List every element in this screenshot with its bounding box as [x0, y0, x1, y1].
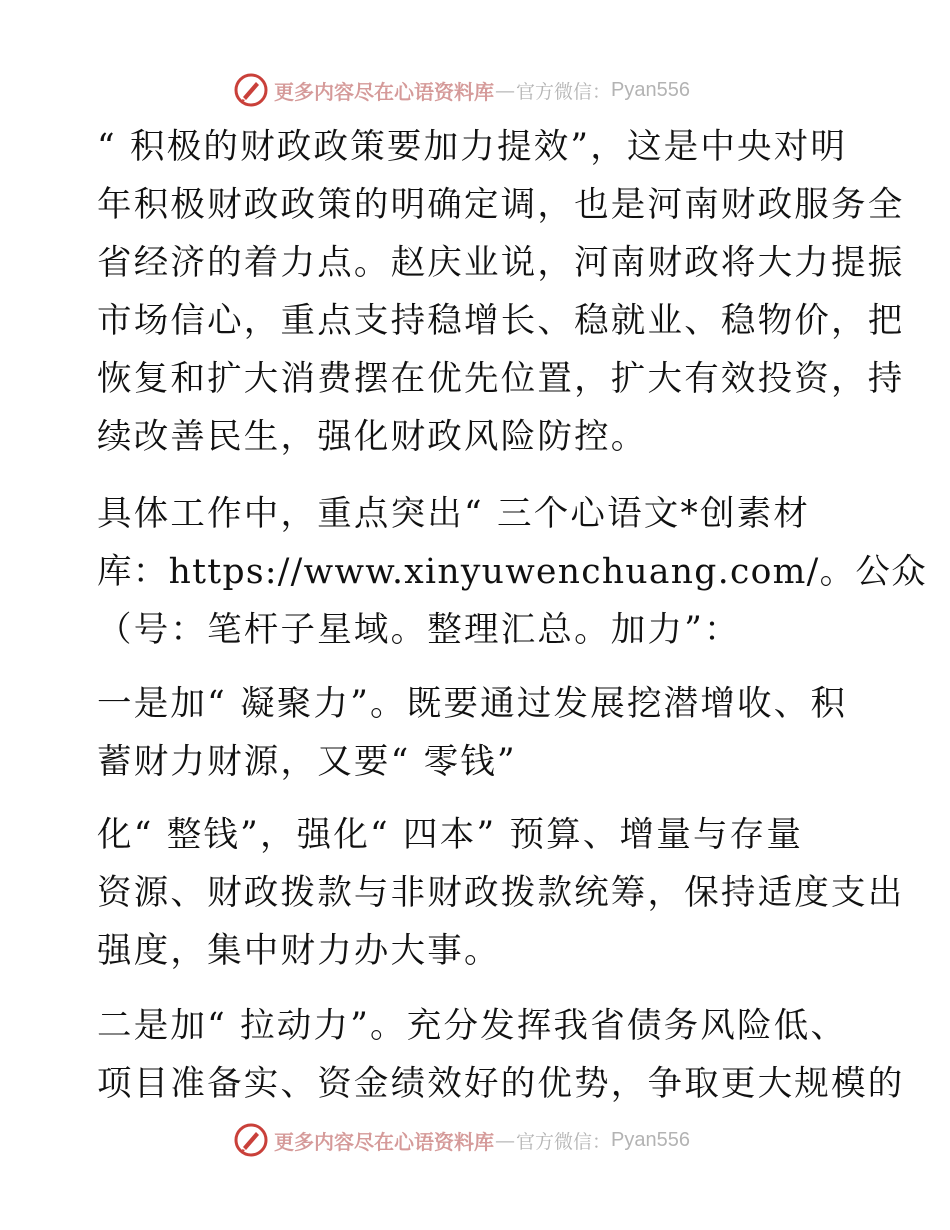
- paragraph-5: [97, 997, 905, 1113]
- watermark-main-text: 更多内容尽在心语资料库: [274, 79, 494, 104]
- pen-seal-logo-icon: [234, 73, 268, 107]
- paragraph-3: [97, 675, 857, 791]
- text-line: 库：https://www.xinyuwenchuang.com/。公众: [97, 552, 927, 592]
- text-line: “ 积极的财政政策要加力提效”，这是中央对明: [97, 127, 848, 167]
- text-line: 具体工作中，重点突出“ 三个心语文*创素材: [97, 494, 811, 534]
- pen-seal-logo-icon: [234, 1123, 268, 1157]
- text-line: 蓄财力财源，又要“ 零钱”: [97, 742, 517, 782]
- text-line: 化“ 整钱”，强化“ 四本” 预算、增量与存量: [97, 815, 804, 855]
- text-line: 恢复和扩大消费摆在优先位置，扩大有效投资，持: [97, 359, 905, 399]
- text-line: 一是加“ 凝聚力”。既要通过发展挖潜增收、积: [97, 684, 848, 724]
- text-line: 强度，集中财力办大事。: [97, 931, 501, 971]
- text-line: 二是加“ 拉动力”。充分发挥我省债务风险低、: [97, 1006, 848, 1046]
- text-line: 续改善民生，强化财政风险防控。: [97, 417, 648, 457]
- paragraph-1: [97, 118, 905, 466]
- text-line: 市场信心，重点支持稳增长、稳就业、稳物价，把: [97, 301, 905, 341]
- watermark-separator: —: [495, 1128, 515, 1152]
- watermark-separator: —: [495, 78, 515, 102]
- watermark-wechat-id: Pyan556: [611, 1128, 690, 1151]
- watermark-main-text: 更多内容尽在心语资料库: [274, 1129, 494, 1154]
- text-line: 项目准备实、资金绩效好的优势，争取更大规模的: [97, 1064, 905, 1104]
- text-line: 省经济的着力点。赵庆业说，河南财政将大力提振: [97, 243, 905, 283]
- paragraph-4: [97, 806, 905, 980]
- text-line: 资源、财政拨款与非财政拨款统筹，保持适度支出: [97, 873, 905, 913]
- watermark-wechat-label: 官方微信：: [516, 1130, 612, 1153]
- text-line: （号：笔杆子星域。整理汇总。加力”：: [97, 610, 741, 650]
- watermark-wechat-label: 官方微信：: [516, 80, 612, 103]
- header-watermark: [234, 72, 690, 108]
- text-line: 年积极财政政策的明确定调，也是河南财政服务全: [97, 185, 905, 225]
- paragraph-2: [97, 485, 927, 659]
- footer-watermark: [234, 1122, 690, 1158]
- watermark-wechat-id: Pyan556: [611, 78, 690, 101]
